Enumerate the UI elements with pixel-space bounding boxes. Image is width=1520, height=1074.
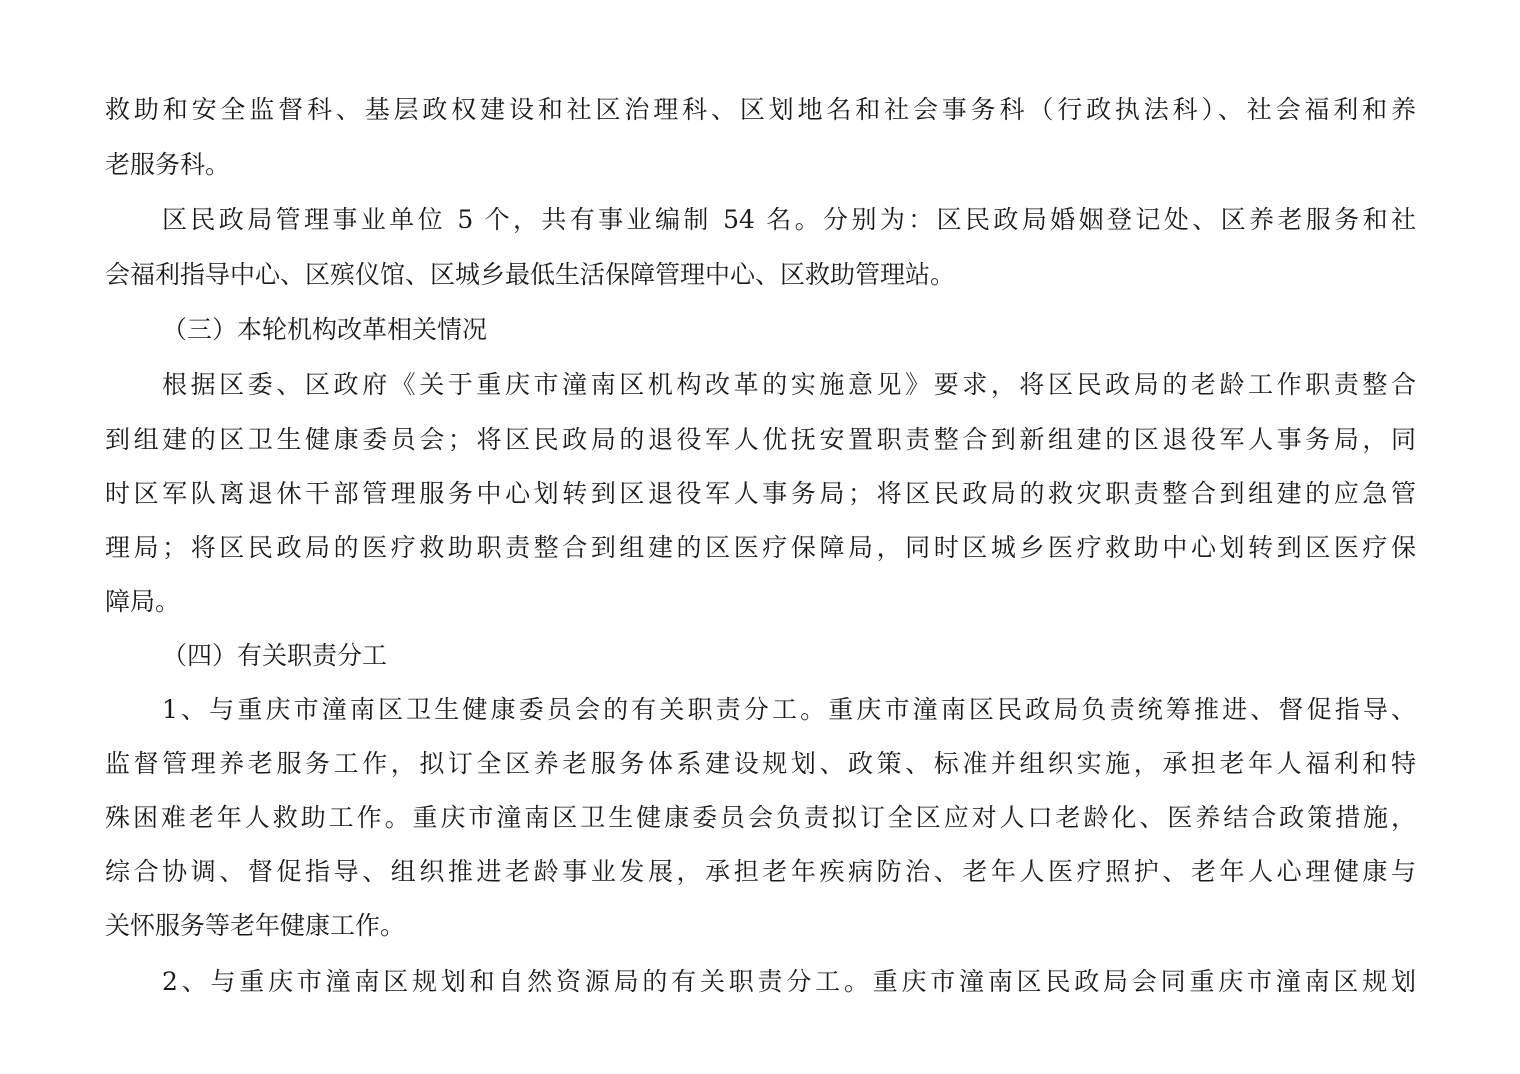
text-line: 理局；将区民政局的医疗救助职责整合到组建的区医疗保障局，同时区城乡医疗救助中心划转到区医疗保	[105, 533, 1416, 562]
text-line: 障局。	[105, 587, 181, 616]
text-line: 时区军队离退休干部管理服务中心划转到区退役军人事务局；将区民政局的救灾职责整合到组建的应急管	[105, 479, 1416, 508]
text-line: 到组建的区卫生健康委员会；将区民政局的退役军人优抚安置职责整合到新组建的区退役军人事务局，同	[105, 425, 1416, 454]
text-line: 2、与重庆市潼南区规划和自然资源局的有关职责分工。重庆市潼南区民政局会同重庆市潼南区规划	[162, 967, 1416, 996]
text-line: 关怀服务等老年健康工作。	[105, 911, 406, 940]
text-line: 1、与重庆市潼南区卫生健康委员会的有关职责分工。重庆市潼南区民政局负责统筹推进、督促指导、	[162, 695, 1416, 724]
text-line: 根据区委、区政府《关于重庆市潼南区机构改革的实施意见》要求，将区民政局的老龄工作职责整合	[162, 370, 1416, 399]
text-line: 救助和安全监督科、基层政权建设和社区治理科、区划地名和社会事务科（行政执法科）、社会福利和养	[105, 95, 1416, 124]
section-heading: （四）有关职责分工	[162, 641, 388, 670]
text-line: 殊困难老年人救助工作。重庆市潼南区卫生健康委员会负责拟订全区应对人口老龄化、医养结合政策措施，	[105, 803, 1416, 832]
text-line: 会福利指导中心、区殡仪馆、区城乡最低生活保障管理中心、区救助管理站。	[105, 260, 956, 289]
text-line: 监督管理养老服务工作，拟订全区养老服务体系建设规划、政策、标准并组织实施，承担老年人福利和特	[105, 749, 1416, 778]
text-line: 区民政局管理事业单位 5 个，共有事业编制 54 名。分别为：区民政局婚姻登记处、区养老服务和社	[162, 205, 1416, 234]
section-heading: （三）本轮机构改革相关情况	[162, 315, 488, 344]
text-line: 综合协调、督促指导、组织推进老龄事业发展，承担老年疾病防治、老年人医疗照护、老年人心理健康与	[105, 857, 1416, 886]
text-line: 老服务科。	[105, 150, 231, 179]
